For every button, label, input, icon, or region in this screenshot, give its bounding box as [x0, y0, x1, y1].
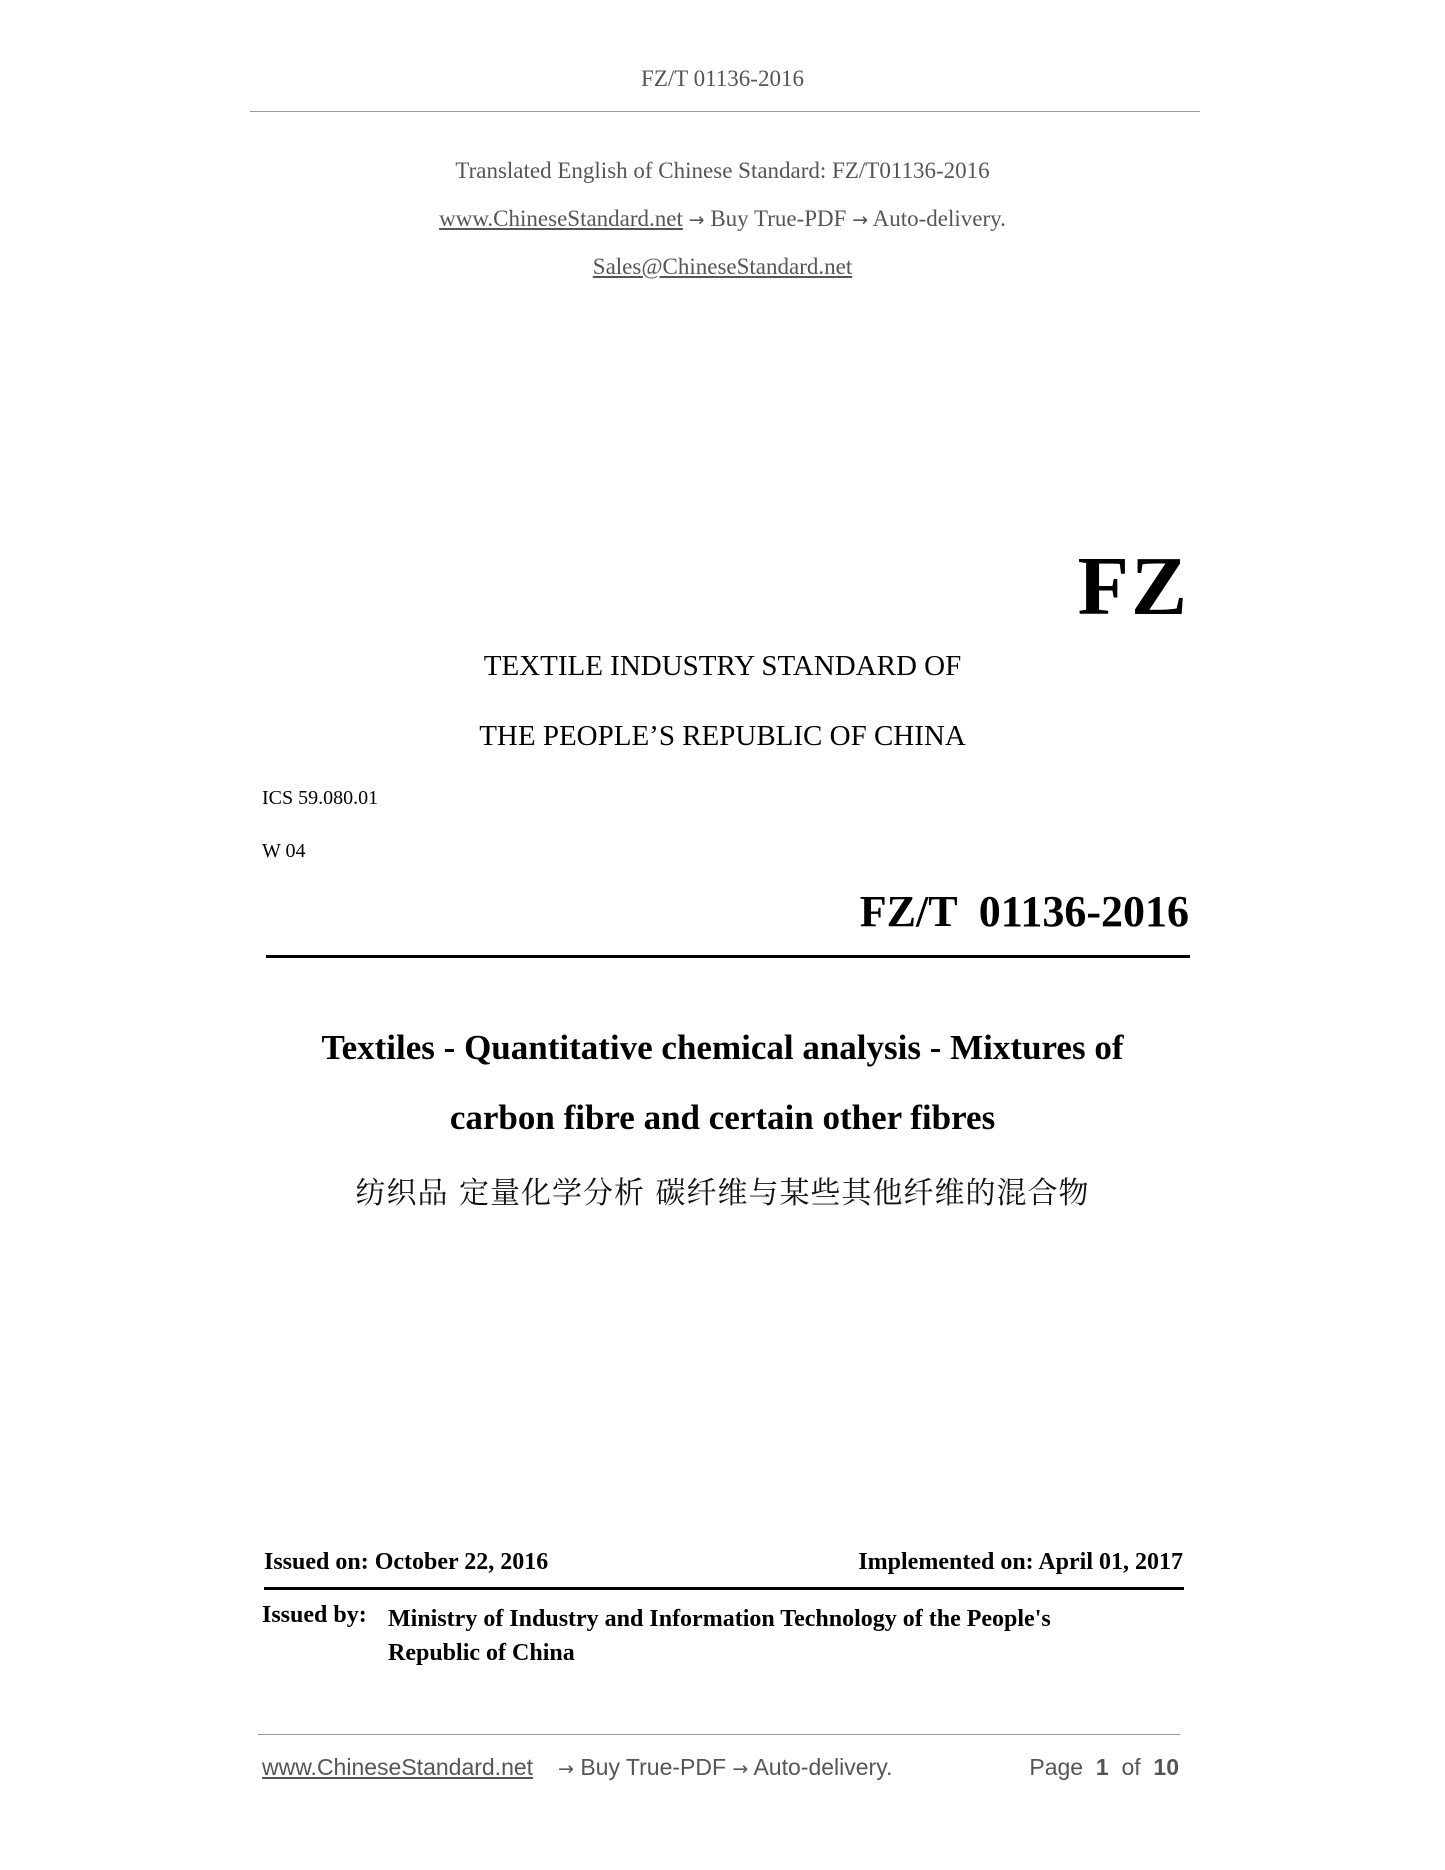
of-label: of	[1121, 1754, 1141, 1780]
fz-logo: FZ	[1077, 540, 1189, 633]
running-header: FZ/T 01136-2016	[641, 66, 804, 91]
issuing-authority-line1: Ministry of Industry and Information Technology of the People's	[388, 1606, 1051, 1632]
auto-delivery-text: Auto-delivery.	[872, 206, 1006, 231]
page-current: 1	[1095, 1754, 1109, 1780]
header-divider	[250, 111, 1200, 112]
arrow-right-icon: →	[688, 209, 705, 231]
issue-divider	[264, 1587, 1184, 1590]
arrow-right-icon: →	[852, 209, 869, 231]
footer-buy-text: Buy True-PDF	[580, 1754, 727, 1780]
issued-by-label: Issued by:	[262, 1602, 367, 1628]
issuing-authority	[388, 1602, 1148, 1670]
page-indicator	[1029, 1754, 1179, 1781]
document-title-line1: Textiles - Quantitative chemical analysis - Mixtures of	[321, 1028, 1124, 1067]
sales-email-link[interactable]: Sales@ChineseStandard.net	[592, 254, 853, 279]
footer-purchase-text	[558, 1754, 892, 1781]
document-title-line2: carbon fibre and certain other fibres	[449, 1098, 996, 1137]
arrow-right-icon: →	[558, 1758, 574, 1780]
issuing-authority-line2: Republic of China	[388, 1640, 575, 1666]
standard-number: FZ/T 01136-2016	[859, 887, 1189, 936]
title-divider	[266, 955, 1190, 958]
footer-site-link[interactable]: www.ChineseStandard.net	[262, 1754, 534, 1780]
buy-true-pdf-text: Buy True-PDF	[710, 206, 847, 231]
sales-email-line	[0, 254, 1445, 280]
implemented-on-date: Implemented on: April 01, 2017	[858, 1549, 1183, 1575]
translation-note: Translated English of Chinese Standard: FZ/T01136-2016	[455, 158, 990, 183]
w-code: W 04	[262, 840, 306, 862]
issued-on-date: Issued on: October 22, 2016	[264, 1549, 549, 1575]
standard-title-line1: TEXTILE INDUSTRY STANDARD OF	[483, 650, 962, 682]
purchase-line	[0, 206, 1445, 232]
standard-title-line2: THE PEOPLE’S REPUBLIC OF CHINA	[479, 720, 966, 752]
site-link[interactable]: www.ChineseStandard.net	[439, 206, 683, 231]
page-label: Page	[1029, 1754, 1084, 1780]
arrow-right-icon: →	[732, 1758, 749, 1780]
footer-divider	[258, 1734, 1180, 1735]
page-total: 10	[1153, 1754, 1179, 1780]
ics-code: ICS 59.080.01	[262, 787, 379, 809]
document-title-chinese: 纺织品 定量化学分析 碳纤维与某些其他纤维的混合物	[355, 1176, 1090, 1211]
footer-delivery-text: Auto-delivery.	[753, 1754, 893, 1780]
